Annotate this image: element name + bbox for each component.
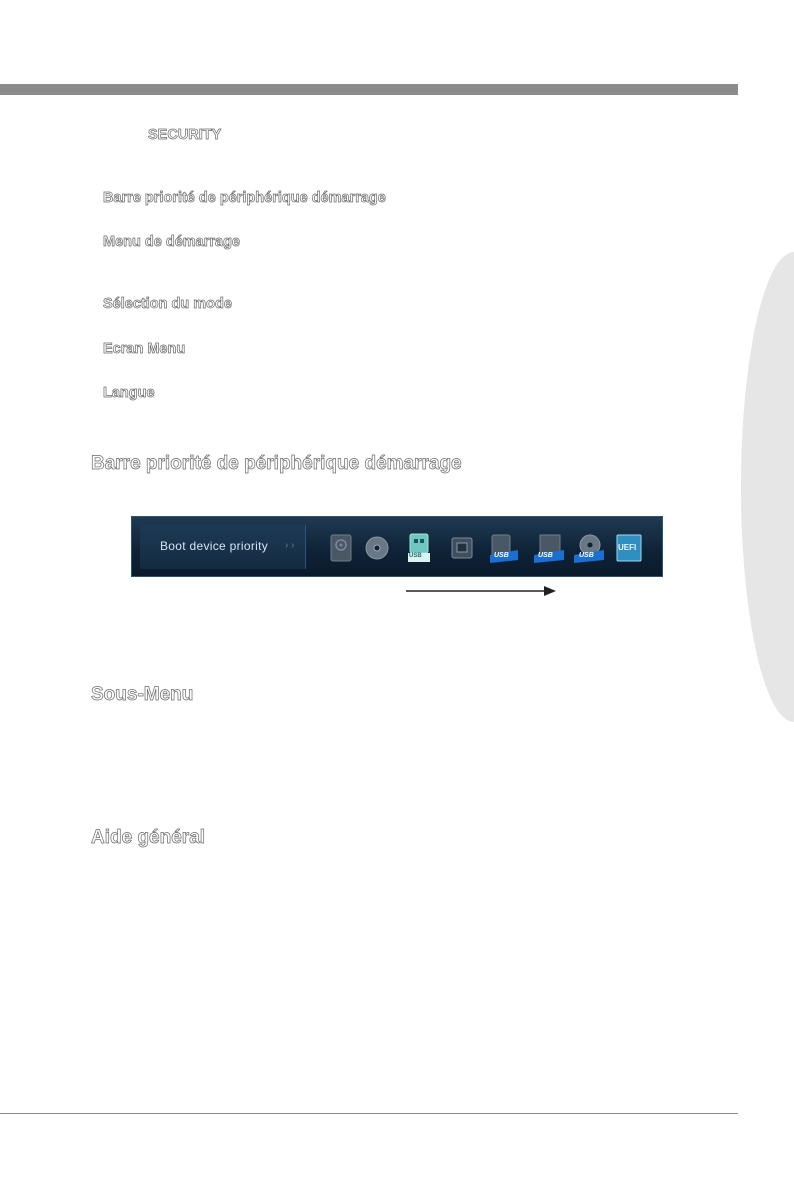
boot-device-priority-label: Boot device priority bbox=[160, 539, 269, 553]
security-label: SECURITY bbox=[148, 127, 222, 143]
usb-optical-disc-icon[interactable] bbox=[574, 533, 604, 563]
uefi-icon[interactable] bbox=[616, 533, 642, 563]
chapter-side-tab bbox=[741, 252, 794, 722]
usb-hard-drive-icon[interactable] bbox=[490, 533, 518, 563]
optical-disc-icon[interactable] bbox=[365, 533, 389, 563]
boot-device-priority-bar bbox=[131, 516, 663, 577]
header-bar bbox=[0, 84, 738, 95]
menu-item-mode-selection: Sélection du mode bbox=[103, 296, 232, 312]
network-icon[interactable] bbox=[450, 533, 474, 563]
footer-rule bbox=[0, 1113, 738, 1114]
usb-key-tag: USB bbox=[409, 553, 422, 559]
menu-item-boot-menu: Menu de démarrage bbox=[103, 234, 240, 250]
menu-item-language: Langue bbox=[103, 385, 155, 401]
menu-item-boot-priority: Barre priorité de périphérique démarrage bbox=[103, 190, 386, 206]
usb-tag: USB bbox=[538, 552, 553, 559]
usb-tag: USB bbox=[579, 552, 594, 559]
menu-item-screen-menu: Ecran Menu bbox=[103, 341, 186, 357]
usb-tag: USB bbox=[494, 552, 509, 559]
section-heading-help: Aide général bbox=[91, 827, 206, 848]
usb-key-icon[interactable] bbox=[407, 533, 431, 563]
uefi-tag: UEFI bbox=[618, 543, 637, 552]
hard-drive-icon[interactable] bbox=[329, 533, 353, 563]
usb-floppy-icon[interactable] bbox=[534, 533, 564, 563]
chevron-right-icon: › › bbox=[285, 540, 295, 551]
section-heading-submenu: Sous-Menu bbox=[91, 684, 194, 705]
priority-direction-arrow bbox=[406, 585, 556, 599]
boot-device-priority-label-box bbox=[140, 525, 306, 569]
section-heading-boot-bar: Barre priorité de périphérique démarrage bbox=[91, 453, 462, 474]
